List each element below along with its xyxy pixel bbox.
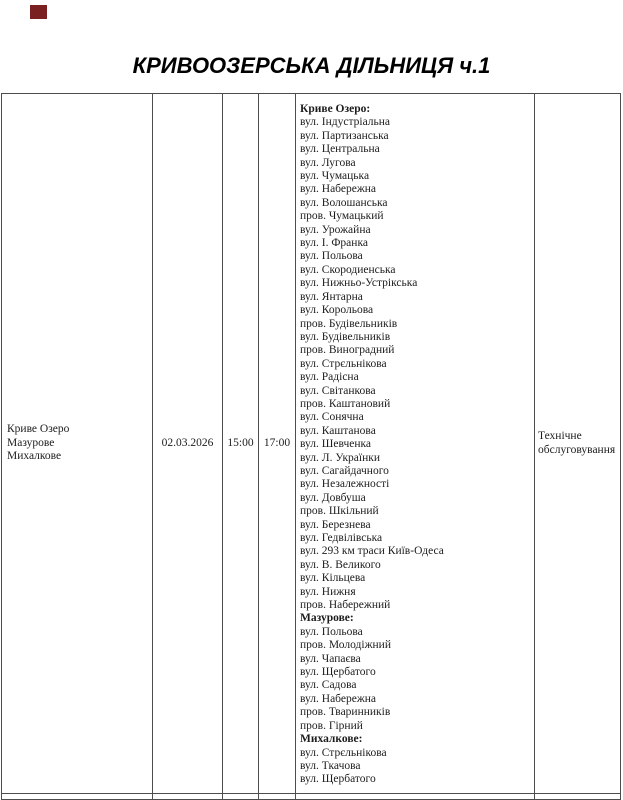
- street-line: вул. Ткачова: [300, 759, 361, 772]
- street-line: пров. Каштановий: [300, 397, 391, 410]
- street-line: пров. Будівельників: [300, 317, 398, 330]
- next-row-cell: [153, 794, 223, 800]
- street-line: вул. Скородиенська: [300, 263, 396, 276]
- next-row-cell: [296, 794, 535, 800]
- street-line: вул. Стрєльнікова: [300, 746, 387, 759]
- work-type-line: обслуговування: [538, 443, 616, 456]
- settlement-name: Михалкове: [7, 450, 62, 463]
- street-line: вул. Каштанова: [300, 424, 376, 437]
- street-line: пров. Гірний: [300, 719, 363, 732]
- settlement-section-header: Криве Озеро:: [300, 103, 371, 115]
- street-line: вул. Індустріальна: [300, 116, 391, 129]
- street-line: вул. Довбуша: [300, 491, 366, 504]
- street-line: вул. Нижньо-Устрікська: [300, 277, 418, 290]
- street-line: вул. Лугова: [300, 156, 356, 169]
- street-line: пров. Чумацький: [300, 210, 384, 223]
- time-end-cell: [259, 94, 296, 794]
- street-line: вул. В. Великого: [300, 558, 381, 571]
- street-line: вул. Березнева: [300, 518, 371, 531]
- street-line: вул. Набережна: [300, 692, 377, 705]
- settlement-name: Криве Озеро: [7, 423, 70, 436]
- street-line: вул. Сагайдачного: [300, 464, 389, 477]
- street-line: вул. Набережна: [300, 183, 377, 196]
- street-line: вул. Кільцева: [300, 572, 366, 585]
- next-row-cell: [2, 794, 153, 800]
- street-line: вул. Партизанська: [300, 129, 389, 142]
- street-line: пров. Тваринників: [300, 706, 391, 719]
- settlement-name: Мазурове: [7, 436, 55, 449]
- street-line: пров. Молодіжний: [300, 639, 391, 652]
- street-line: пров. Виноградний: [300, 344, 395, 357]
- street-line: вул. Корольова: [300, 304, 374, 317]
- next-row-cell: [535, 794, 621, 800]
- next-row-cell: [223, 794, 259, 800]
- settlements-cell: [2, 94, 153, 794]
- time-start: 15:00: [227, 436, 254, 449]
- street-line: вул. Л. Українки: [300, 451, 380, 464]
- next-row-cell: [259, 794, 296, 800]
- corner-marker: [30, 5, 47, 19]
- settlement-section-header: Михалкове:: [300, 733, 363, 746]
- street-line: пров. Шкільний: [300, 505, 379, 518]
- street-line: вул. 293 км траси Київ-Одеса: [300, 545, 444, 558]
- outage-date: 02.03.2026: [161, 436, 214, 449]
- street-line: вул. Волошанська: [300, 196, 388, 209]
- street-line: вул. Світанкова: [300, 384, 376, 397]
- settlement-section-header: Мазурове:: [300, 612, 354, 625]
- street-line: пров. Набережний: [300, 599, 391, 612]
- street-line: вул. Садова: [300, 679, 357, 692]
- street-line: вул. Стрєльнікова: [300, 357, 387, 370]
- work-type-cell: [535, 94, 621, 794]
- time-start-cell: [223, 94, 259, 794]
- street-line: вул. Нижня: [300, 585, 356, 598]
- street-line: вул. Будівельників: [300, 330, 391, 343]
- street-line: вул. І. Франка: [300, 237, 368, 250]
- time-end: 17:00: [263, 436, 291, 449]
- street-line: вул. Центральна: [300, 143, 380, 156]
- streets-cell: [296, 94, 535, 794]
- street-line: вул. Янтарна: [300, 290, 363, 303]
- street-line: вул. Урожайна: [300, 223, 371, 236]
- street-line: вул. Щербатого: [300, 773, 376, 786]
- street-line: вул. Чапаєва: [300, 652, 361, 665]
- work-type-line: Технічне: [538, 430, 582, 443]
- outage-schedule-table: [1, 93, 621, 800]
- street-line: вул. Шевченка: [300, 438, 372, 451]
- street-line: вул. Гедвілівська: [300, 532, 383, 544]
- street-line: вул. Польова: [300, 625, 363, 638]
- street-line: вул. Незалежності: [300, 478, 390, 491]
- street-line: вул. Радісна: [300, 371, 359, 384]
- date-cell: [153, 94, 223, 794]
- street-line: вул. Польова: [300, 250, 363, 263]
- street-line: вул. Сонячна: [300, 411, 364, 424]
- street-line: вул. Щербатого: [300, 666, 376, 679]
- street-line: вул. Чумацька: [300, 170, 370, 183]
- page-title: КРИВООЗЕРСЬКА ДІЛЬНИЦЯ ч.1: [132, 53, 491, 78]
